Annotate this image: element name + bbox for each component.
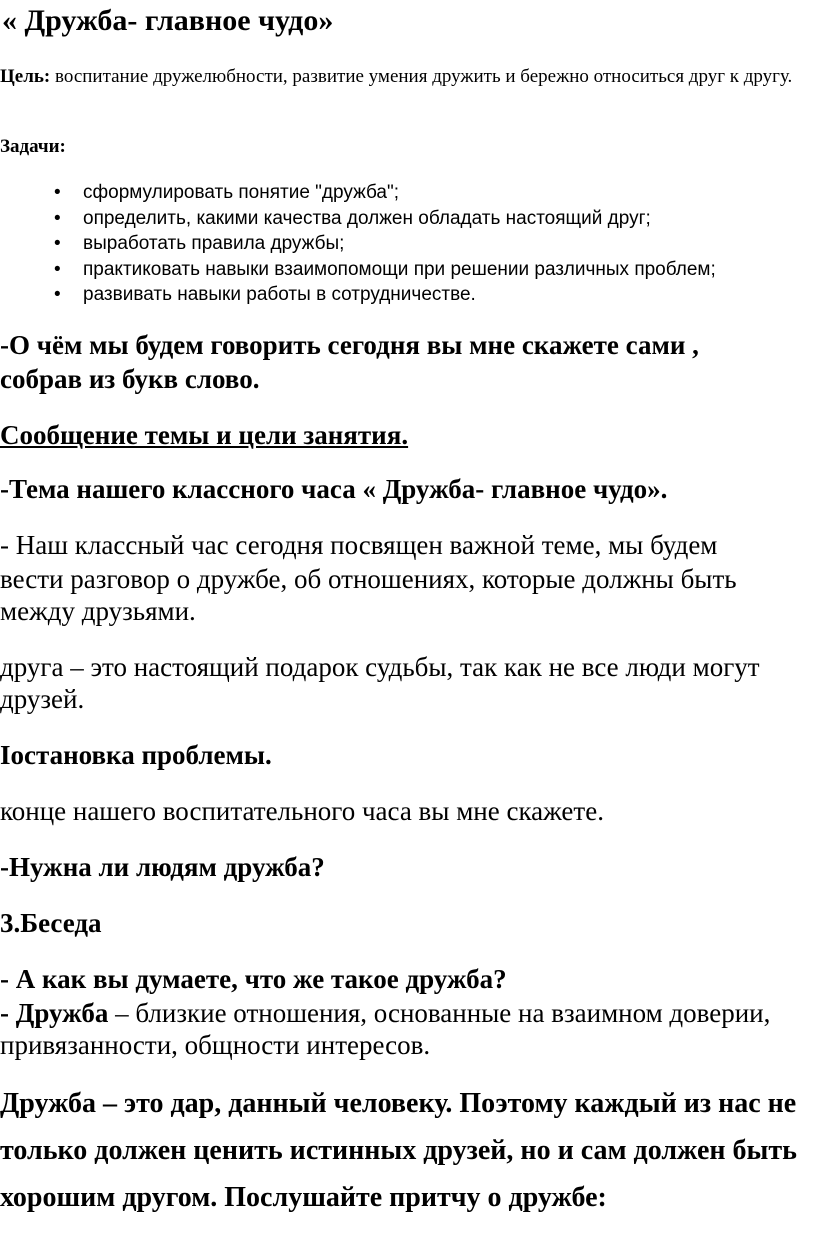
- goal-label: Цель:: [0, 66, 51, 87]
- friendship-definition: – близкие отношения, основанные на взаимном доверии,: [108, 998, 771, 1028]
- document-title: « Дружба- главное чудо»: [2, 4, 334, 37]
- friendship-term: - Дружба: [0, 998, 109, 1028]
- gift-line-1: Дружба – это дар, данный человеку. Поэтому каждый из нас не: [0, 1088, 797, 1119]
- task-item: • практиковать навыки взаимопомощи при решении различных проблем;: [0, 257, 716, 283]
- topic-line: -Тема нашего классного часа « Дружба- главное чудо».: [0, 474, 668, 504]
- friend-text-line-2: друзей.: [0, 684, 85, 714]
- class-text-line-2: вести разговор о дружбе, об отношениях, которые должны быть: [0, 564, 737, 594]
- class-text-line-1: - Наш классный час сегодня посвящен важной теме, мы будем: [0, 530, 718, 560]
- gift-line-3: хорошим другом. Послушайте притчу о дружбе:: [0, 1182, 607, 1213]
- class-text-line-3: между друзьями.: [0, 596, 196, 626]
- conversation-answer-line-2: привязанности, общности интересов.: [0, 1030, 431, 1060]
- problem-heading: Іостановка проблемы.: [0, 740, 272, 770]
- conversation-answer-line-1: [0, 998, 770, 1029]
- goal-text: воспитание дружелюбности, развитие умения дружить и бережно относиться друг к другу.: [50, 66, 793, 87]
- task-item: • выработать правила дружбы;: [0, 231, 716, 257]
- task-item: • сформулировать понятие "дружба";: [0, 180, 716, 206]
- tasks-heading: Задачи:: [0, 136, 66, 157]
- gift-line-2: только должен ценить истинных друзей, но и сам должен быть: [0, 1135, 797, 1166]
- task-item: • развивать навыки работы в сотрудничестве.: [0, 282, 716, 308]
- conversation-heading: 3.Беседа: [0, 908, 102, 938]
- conversation-question: - А как вы думаете, что же такое дружба?: [0, 964, 507, 994]
- tasks-list: [0, 180, 716, 308]
- intro-line-1: -О чём мы будем говорить сегодня вы мне скажете сами ,: [0, 330, 699, 360]
- intro-line-2: собрав из букв слово.: [0, 364, 260, 394]
- question-line: -Нужна ли людям дружба?: [0, 852, 325, 882]
- problem-text: конце нашего воспитательного часа вы мне скажете.: [0, 796, 604, 826]
- topic-heading: Сообщение темы и цели занятия.: [0, 420, 409, 450]
- goal-paragraph: [0, 64, 816, 90]
- task-item: • определить, какими качества должен обладать настоящий друг;: [0, 206, 716, 232]
- friend-text-line-1: друга – это настоящий подарок судьбы, так как не все люди могут: [0, 652, 760, 682]
